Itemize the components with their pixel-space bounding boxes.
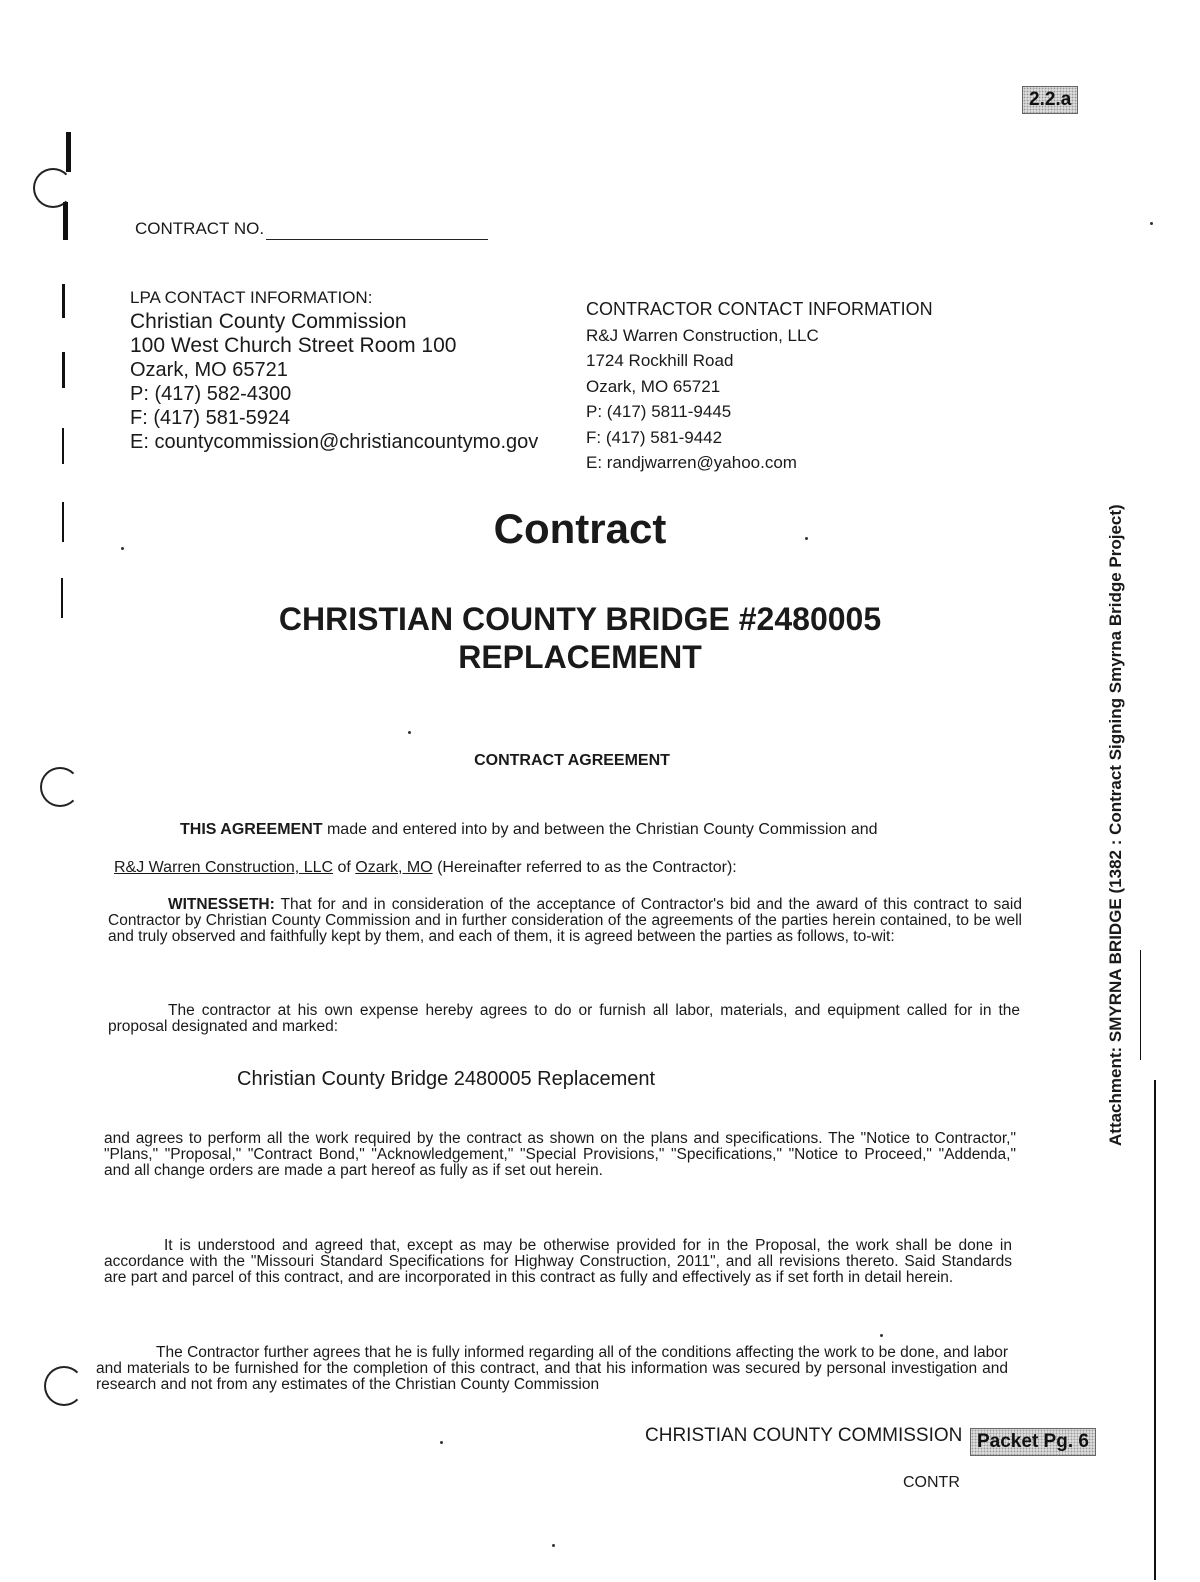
witnesseth-text: That for and in consideration of the acceptance of Contractor's bid and the award of this contract to said Contractor by Christian County Commission and in further consideration of the agreements of the parties herein contained, to be well and truly observed and faithfully kept by them, and each of them, it is agreed between the parties as follows, to-wit: [108,896,1022,945]
packet-page-badge: Packet Pg. 6 [970,1428,1096,1456]
right-edge-line [1140,950,1141,1060]
attachment-side-note: Attachment: SMYRNA BRIDGE (1382 : Contract Signing Smyrna Bridge Project) [1106,504,1125,1146]
margin-mark [62,284,65,318]
informed-text: The Contractor further agrees that he is fully informed regarding all of the conditions affecting the work to be done, and labor and materials to be furnished for the completion of this contract, and that his information was secured by personal investigation and research and not from any estimates of the Christian County Commission [96,1344,1008,1393]
footer-contract-fragment: CONTR [903,1474,960,1491]
contract-number-blank [266,219,488,240]
lpa-address: 100 West Church Street Room 100 [130,334,457,357]
punch-hole-middle [40,767,80,807]
subtitle-line-1: CHRISTIAN COUNTY BRIDGE #2480005 [278,601,882,637]
contract-number-label: CONTRACT NO. [135,219,265,238]
contractor-party-line [114,860,854,876]
standards-paragraph [104,1238,1012,1286]
contractor-party-name: R&J Warren Construction, LLC [114,859,334,876]
scan-speck [552,1544,555,1547]
margin-mark [61,578,63,618]
scan-speck [440,1441,443,1444]
document-subtitle [200,600,960,676]
lpa-phone: P: (417) 582-4300 [130,383,292,405]
margin-mark [66,132,71,172]
footer-organization: CHRISTIAN COUNTY COMMISSION [645,1425,963,1446]
scope-text: The contractor at his own expense hereby agrees to do or furnish all labor, materials, and equipment called for in the proposal designated and marked: [108,1002,1020,1035]
scan-speck [1150,222,1153,225]
contractor-header: CONTRACTOR CONTACT INFORMATION [586,299,933,319]
contractor-party-place: Ozark, MO [355,859,433,876]
witnesseth-paragraph [108,897,1022,945]
agreement-intro-paragraph [180,822,980,838]
margin-mark [62,428,64,464]
standards-text: It is understood and agreed that, except as may be otherwise provided for in the Proposal, the work shall be done in accordance with the "Missouri Standard Specifications for Highway Construction, 2011", and all revisions thereto. Said Standards are part and parcel of this contract, and are incorporated in this contract as fully and effectively as if set forth in detail herein. [104,1237,1012,1286]
contract-number-line [135,219,488,240]
contractor-phone: P: (417) 5811-9445 [586,402,732,421]
contractor-fax: F: (417) 581-9442 [586,427,723,447]
margin-mark [62,352,65,388]
work-paragraph: and agrees to perform all the work required by the contract as shown on the plans and specifications. The "Notice to Contractor," "Plans," "Proposal," "Contract Bond," "Acknowledgement," "Special Provisions," "Specifications," "Notice to Proceed," "Addenda," and all change orders are made a part hereof as fully as if set out herein. [104,1130,1016,1179]
margin-mark [63,202,68,240]
lpa-contact-block [130,286,538,454]
lpa-fax: F: (417) 581-5924 [130,407,291,429]
lpa-name: Christian County Commission [130,310,407,333]
contractor-email: E: randjwarren@yahoo.com [586,453,797,472]
right-edge-line [1154,1080,1156,1580]
scope-paragraph [108,1003,1020,1035]
contractor-address: 1724 Rockhill Road [586,351,734,370]
subtitle-line-2: REPLACEMENT [458,639,702,675]
party-hereinafter-text: (Hereinafter referred to as the Contractor): [432,859,737,876]
attachment-badge: 2.2.a [1022,86,1078,114]
agreement-intro-text: made and entered into by and between the Christian County Commission and [322,821,878,838]
contractor-contact-block [586,297,933,476]
witnesseth-label: WITNESSETH: [168,896,275,913]
agreement-heading: CONTRACT AGREEMENT [474,752,670,769]
punch-hole-bottom [44,1366,84,1406]
lpa-email: E: countycommission@christiancountymo.gov [130,431,539,453]
this-agreement-label: THIS AGREEMENT [180,821,323,838]
lpa-city: Ozark, MO 65721 [130,359,288,381]
party-of-text: of [333,859,356,876]
contractor-city: Ozark, MO 65721 [586,376,721,396]
scan-speck [880,1334,883,1337]
informed-paragraph [96,1345,1008,1393]
contractor-name: R&J Warren Construction, LLC [586,325,819,345]
named-project: Christian County Bridge 2480005 Replacement [237,1068,656,1090]
document-title: Contract [493,505,667,552]
lpa-header: LPA CONTACT INFORMATION: [130,288,373,307]
scan-speck [408,731,411,734]
